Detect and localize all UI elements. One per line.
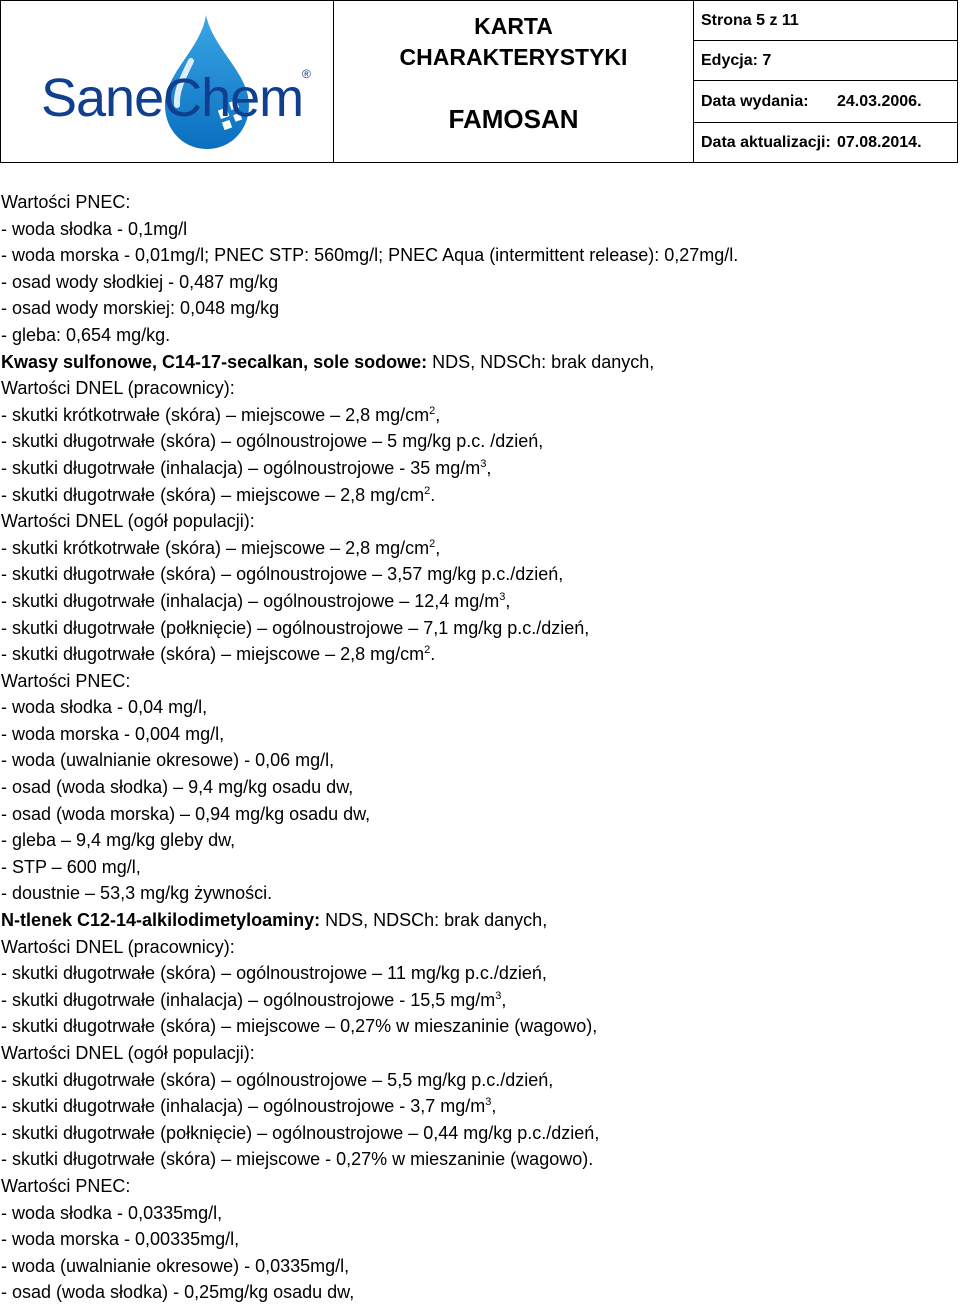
update-date: 07.08.2014. bbox=[837, 134, 922, 151]
text-line bbox=[0, 615, 960, 642]
line-text: Wartości DNEL (pracownicy): bbox=[1, 378, 235, 399]
text-line bbox=[0, 1279, 960, 1306]
text-line bbox=[0, 482, 960, 509]
title-cell bbox=[334, 1, 694, 162]
line-text: - skutki długotrwałe (skóra) – miejscowe - 0,27% w mieszaninie (wagowo). bbox=[1, 1149, 594, 1170]
issue-date-label: Data wydania: bbox=[701, 93, 809, 110]
text-line bbox=[0, 1253, 960, 1280]
line-text: - skutki długotrwałe (połknięcie) – ogólnoustrojowe – 7,1 mg/kg p.c./dzień, bbox=[1, 617, 590, 638]
line-text: Wartości PNEC: bbox=[1, 1175, 131, 1196]
text-line bbox=[0, 827, 960, 854]
text-line bbox=[0, 1013, 960, 1040]
text-line bbox=[0, 960, 960, 987]
unit-superscript: 3 bbox=[485, 1096, 492, 1109]
text-line bbox=[0, 535, 960, 562]
line-text: - woda słodka - 0,04 mg/l, bbox=[1, 697, 208, 718]
text-line bbox=[0, 561, 960, 588]
line-text: - skutki długotrwałe (skóra) – miejscowe – 0,27% w mieszaninie (wagowo), bbox=[1, 1016, 598, 1037]
line-text: - doustnie – 53,3 mg/kg żywności. bbox=[1, 883, 273, 904]
text-line bbox=[0, 349, 960, 376]
page-info: Strona 5 z 11 bbox=[694, 1, 957, 41]
unit-superscript: 2 bbox=[429, 537, 436, 550]
info-cell bbox=[694, 1, 957, 162]
text-line bbox=[0, 641, 960, 668]
line-text: NDS, NDSCh: brak danych, bbox=[427, 351, 655, 372]
unit-superscript: 3 bbox=[480, 457, 487, 470]
document-header bbox=[0, 0, 958, 163]
text-line bbox=[0, 934, 960, 961]
line-text: - woda morska - 0,004 mg/l, bbox=[1, 723, 225, 744]
substance-name: Kwasy sulfonowe, C14-17-secalkan, sole sodowe: bbox=[1, 351, 428, 372]
update-date-row bbox=[694, 123, 957, 163]
line-text: - skutki długotrwałe (skóra) – ogólnoustrojowe – 5 mg/kg p.c. /dzień, bbox=[1, 431, 544, 452]
line-text: Wartości DNEL (ogół populacji): bbox=[1, 511, 255, 532]
line-text: - skutki długotrwałe (skóra) – ogólnoustrojowe – 5,5 mg/kg p.c./dzień, bbox=[1, 1069, 554, 1090]
line-text: NDS, NDSCh: brak danych, bbox=[320, 910, 548, 931]
line-text: - skutki krótkotrwałe (skóra) – miejscowe – 2,8 mg/cm bbox=[1, 404, 430, 425]
line-text: - gleba: 0,654 mg/kg. bbox=[1, 324, 171, 345]
unit-superscript: 2 bbox=[424, 484, 431, 497]
text-line bbox=[0, 402, 960, 429]
issue-date-row bbox=[694, 81, 957, 123]
unit-superscript: 2 bbox=[429, 404, 436, 417]
title-line-1: KARTA bbox=[474, 13, 553, 39]
text-line bbox=[0, 1067, 960, 1094]
text-line bbox=[0, 189, 960, 216]
text-line bbox=[0, 721, 960, 748]
unit-superscript: 3 bbox=[499, 590, 506, 603]
text-line bbox=[0, 508, 960, 535]
line-text: - gleba – 9,4 mg/kg gleby dw, bbox=[1, 830, 236, 851]
text-line bbox=[0, 1226, 960, 1253]
text-line bbox=[0, 1146, 960, 1173]
line-punctuation: , bbox=[491, 1096, 497, 1117]
text-line bbox=[0, 1120, 960, 1147]
text-line bbox=[0, 242, 960, 269]
logo-wordmark: SaneChem bbox=[41, 68, 304, 128]
line-text: - STP – 600 mg/l, bbox=[1, 856, 141, 877]
document-type bbox=[334, 11, 693, 73]
line-punctuation: , bbox=[435, 404, 441, 425]
text-line bbox=[0, 216, 960, 243]
text-line bbox=[0, 987, 960, 1014]
line-text: - osad wody morskiej: 0,048 mg/kg bbox=[1, 298, 280, 319]
line-text: - osad (woda słodka) - 0,25mg/kg osadu dw, bbox=[1, 1282, 355, 1303]
line-text: - skutki długotrwałe (inhalacja) – ogólnoustrojowe - 3,7 mg/m bbox=[1, 1096, 486, 1117]
text-line bbox=[0, 588, 960, 615]
line-text: Wartości DNEL (ogół populacji): bbox=[1, 1043, 255, 1063]
line-text: - skutki długotrwałe (inhalacja) – ogólnoustrojowe - 15,5 mg/m bbox=[1, 989, 496, 1010]
text-line bbox=[0, 1173, 960, 1200]
line-text: - osad (woda słodka) – 9,4 mg/kg osadu dw, bbox=[1, 777, 354, 798]
edition: Edycja: 7 bbox=[694, 41, 957, 81]
line-text: - skutki długotrwałe (połknięcie) – ogólnoustrojowe – 0,44 mg/kg p.c./dzień, bbox=[1, 1122, 600, 1143]
line-text: - woda (uwalnianie okresowe) - 0,06 mg/l, bbox=[1, 750, 335, 771]
text-line bbox=[0, 854, 960, 881]
text-line bbox=[0, 801, 960, 828]
line-text: - skutki długotrwałe (inhalacja) – ogólnoustrojowe - 35 mg/m bbox=[1, 457, 481, 478]
line-punctuation: . bbox=[430, 484, 436, 505]
text-line bbox=[0, 269, 960, 296]
logo-cell bbox=[1, 1, 334, 162]
line-punctuation: , bbox=[501, 989, 507, 1010]
text-line bbox=[0, 1040, 960, 1067]
line-text: - skutki krótkotrwałe (skóra) – miejscowe – 2,8 mg/cm bbox=[1, 537, 430, 558]
line-text: - woda morska - 0,00335mg/l, bbox=[1, 1229, 240, 1250]
line-text: - woda słodka - 0,0335mg/l, bbox=[1, 1202, 223, 1223]
text-line bbox=[0, 1093, 960, 1120]
text-line bbox=[0, 428, 960, 455]
line-text: Wartości PNEC: bbox=[1, 192, 131, 212]
text-line bbox=[0, 1200, 960, 1227]
line-punctuation: , bbox=[505, 590, 511, 611]
line-text: Wartości PNEC: bbox=[1, 670, 131, 691]
line-text: - skutki długotrwałe (skóra) – ogólnoustrojowe – 11 mg/kg p.c./dzień, bbox=[1, 963, 547, 984]
text-line bbox=[0, 907, 960, 934]
text-line bbox=[0, 668, 960, 695]
title-line-2: CHARAKTERYSTYKI bbox=[399, 44, 628, 70]
line-text: - skutki długotrwałe (skóra) – ogólnoustrojowe – 3,57 mg/kg p.c./dzień, bbox=[1, 564, 564, 585]
text-line bbox=[0, 375, 960, 402]
line-text: - skutki długotrwałe (skóra) – miejscowe – 2,8 mg/cm bbox=[1, 644, 425, 665]
line-text: - osad wody słodkiej - 0,487 mg/kg bbox=[1, 271, 279, 292]
text-line bbox=[0, 774, 960, 801]
line-text: - skutki długotrwałe (skóra) – miejscowe – 2,8 mg/cm bbox=[1, 484, 425, 505]
line-punctuation: , bbox=[435, 537, 441, 558]
document-body bbox=[0, 189, 960, 1306]
line-text: - osad (woda morska) – 0,94 mg/kg osadu dw, bbox=[1, 803, 371, 824]
text-line bbox=[0, 455, 960, 482]
substance-name: N-tlenek C12-14-alkilodimetyloaminy: bbox=[1, 910, 321, 931]
text-line bbox=[0, 295, 960, 322]
line-text: - woda morska - 0,01mg/l; PNEC STP: 560mg/l; PNEC Aqua (intermittent release): 0,27mg/l. bbox=[1, 245, 739, 266]
line-punctuation: . bbox=[430, 644, 436, 665]
product-name: FAMOSAN bbox=[448, 104, 579, 134]
text-line bbox=[0, 322, 960, 349]
update-date-label: Data aktualizacji: bbox=[701, 134, 831, 151]
issue-date: 24.03.2006. bbox=[837, 93, 922, 110]
line-text: - skutki długotrwałe (inhalacja) – ogólnoustrojowe – 12,4 mg/m bbox=[1, 590, 500, 611]
unit-superscript: 2 bbox=[424, 644, 431, 657]
line-text: - woda (uwalnianie okresowe) - 0,0335mg/l, bbox=[1, 1255, 350, 1276]
text-line bbox=[0, 694, 960, 721]
registered-mark-icon: ® bbox=[302, 67, 311, 81]
unit-superscript: 3 bbox=[495, 989, 502, 1002]
line-punctuation: , bbox=[486, 457, 492, 478]
text-line bbox=[0, 747, 960, 774]
line-text: Wartości DNEL (pracownicy): bbox=[1, 936, 235, 957]
text-line bbox=[0, 880, 960, 907]
line-text: - woda słodka - 0,1mg/l bbox=[1, 218, 188, 239]
